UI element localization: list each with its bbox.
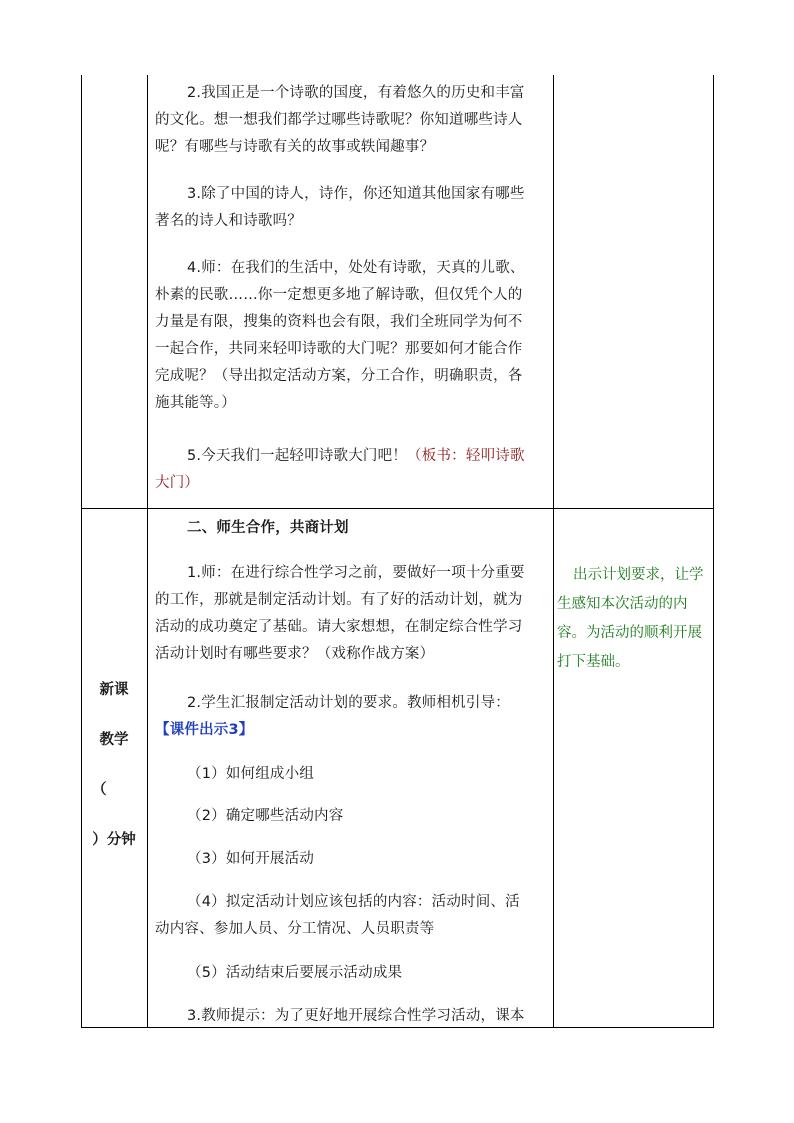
board-note: （板书：轻叩诗歌 (407, 448, 525, 464)
item-4: （4）拟定活动计划应该包括的内容：活动时间、活 动内容、参加人员、分工情况、人员职责等 (155, 894, 520, 937)
item-1: （1）如何组成小组 (187, 766, 315, 782)
table-row-divider (81, 508, 714, 509)
section-heading: 二、师生合作，共商计划 (187, 520, 349, 536)
paragraph-5 (155, 443, 553, 497)
table-border-left (81, 75, 82, 1028)
s2-paragraph-1: 1.师：在进行综合性学习之前，要做好一项十分重要 的工作，那就是制定活动计划。有了好的活动计划，就为 活动的成功奠定了基础。请大家想想，在制定综合性学习 活动计划时有哪些要求？（戏称作战方案） (155, 565, 525, 662)
p5-lead: 5.今天我们一起轻叩诗歌大门吧！ (187, 448, 408, 464)
phase-label: 新课 教学 （ ）分钟 (92, 682, 136, 848)
paragraph-3: 3.除了中国的诗人，诗作，你还知道其他国家有哪些 著名的诗人和诗歌吗？ (155, 186, 525, 229)
table-divider-1 (147, 75, 148, 1028)
paragraph-4: 4.师：在我们的生活中，处处有诗歌，天真的儿歌、 朴素的民歌……你一定想更多地了解诗歌，但仅凭个人的 力量是有限，搜集的资料也会有限，我们全班同学为何不 一起合作，共同来轻叩诗歌的大门呢？那要如何才能合作 完成呢？（导出拟定活动方案，分工合作，明确职责，各 施其能等。） (155, 260, 525, 411)
item-3: （3）如何开展活动 (187, 851, 315, 867)
board-note-cont: 大门） (155, 475, 200, 491)
design-intent-note: 出示计划要求，让学 生感知本次活动的内 容。为活动的顺利开展 打下基础。 (557, 567, 704, 670)
courseware-tag: 【课件出示3】 (155, 722, 254, 738)
item-5: （5）活动结束后要展示活动成果 (187, 965, 403, 981)
paragraph-2: 2.我国正是一个诗歌的国度，有着悠久的历史和丰富 的文化。想一想我们都学过哪些诗歌呢？你知道哪些诗人 呢？有哪些与诗歌有关的故事或轶闻趣事？ (155, 85, 525, 155)
table-divider-2 (553, 75, 554, 1028)
s2-paragraph-2: 2.学生汇报制定活动计划的要求。教师相机引导： 【课件出示3】 (155, 690, 553, 744)
item-2: （2）确定哪些活动内容 (187, 808, 344, 824)
table-border-right (713, 75, 714, 1028)
s2-paragraph-3: 3.教师提示：为了更好地开展综合性学习活动，课本 (187, 1008, 525, 1024)
